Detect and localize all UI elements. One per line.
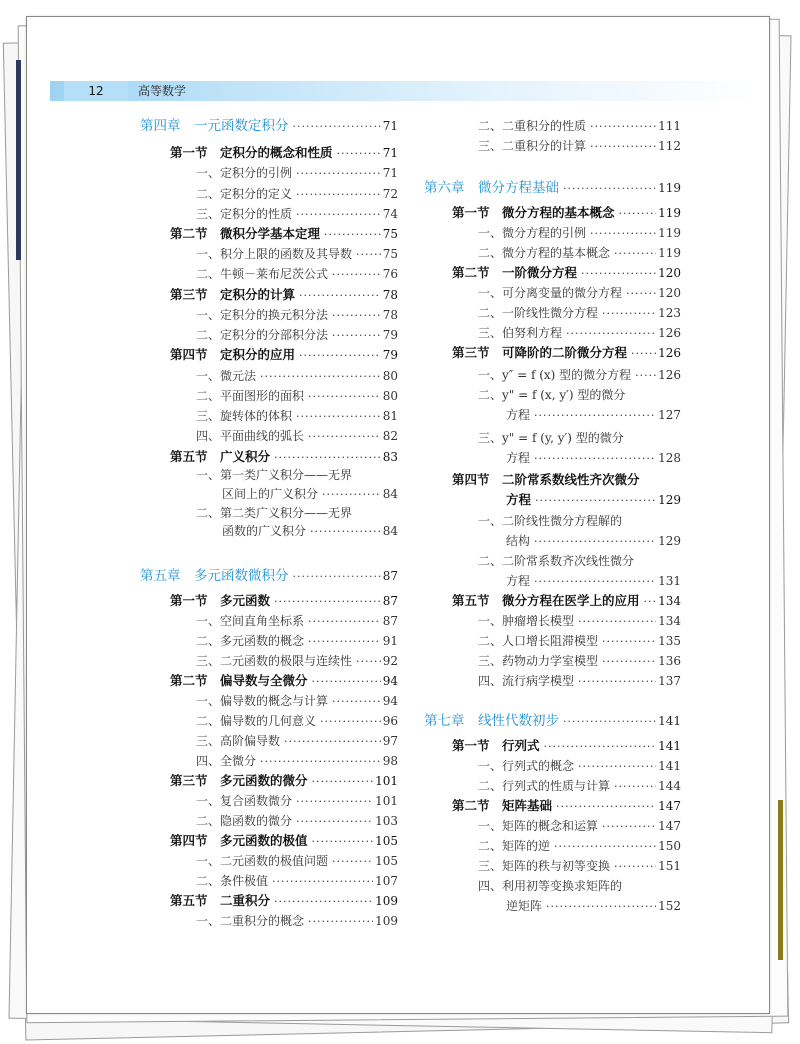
page-number: 12 [64, 81, 128, 101]
toc-entry-label: 二、行列式的性质与计算 [478, 779, 611, 793]
dot-leader [581, 264, 656, 284]
dot-leader [566, 324, 656, 344]
toc-page-number: 137 [658, 674, 681, 688]
toc-page-number: 78 [382, 308, 398, 322]
dot-leader [260, 752, 381, 772]
toc-item-entry [478, 856, 681, 877]
toc-entry-label: 方程 [506, 451, 531, 465]
toc-page-number: 96 [382, 714, 398, 728]
dot-leader [296, 792, 373, 812]
toc-item-entry [478, 651, 681, 672]
toc-section-title: 第四节 二阶常系数线性齐次微分 [452, 472, 640, 487]
toc-page-number: 147 [658, 819, 681, 833]
toc-entry-label: 三、二重积分的计算 [478, 139, 587, 153]
toc-page-number: 92 [382, 654, 398, 668]
toc-page-number: 91 [382, 634, 398, 648]
toc-entry-label: 二、多元函数的概念 [196, 634, 305, 648]
dot-leader [590, 137, 656, 157]
toc-page-number: 109 [375, 894, 398, 908]
toc-page-number: 127 [658, 408, 681, 422]
toc-item-entry [478, 671, 681, 692]
dot-leader [356, 245, 381, 265]
toc-page-number: 80 [382, 389, 398, 403]
toc-entry-label: 第三节 定积分的计算 [170, 287, 296, 302]
toc-chapter-entry [140, 566, 398, 587]
dot-leader [296, 407, 381, 427]
toc-item-entry [478, 243, 681, 264]
toc-page-number: 97 [382, 734, 398, 748]
dot-leader [534, 406, 656, 426]
toc-page-number: 105 [375, 854, 398, 868]
toc-entry-label: 方程 [506, 492, 532, 507]
toc-page-number: 80 [382, 369, 398, 383]
toc-page-number: 129 [658, 534, 681, 548]
toc-page-number: 119 [658, 226, 681, 240]
dot-leader [544, 737, 657, 757]
toc-item-entry [196, 871, 398, 892]
dot-leader [274, 892, 373, 912]
toc-page-number: 79 [382, 328, 398, 342]
toc-page-number: 76 [382, 267, 398, 281]
dot-leader [310, 522, 381, 542]
toc-page-number: 152 [658, 899, 681, 913]
toc-page-number: 134 [658, 614, 681, 628]
toc-entry-label: 第三节 可降阶的二阶微分方程 [452, 345, 628, 360]
toc-item-entry [506, 571, 681, 592]
dot-leader [631, 344, 656, 364]
toc-page-number: 151 [658, 859, 681, 873]
toc-entry-label: 二、条件极值 [196, 874, 269, 888]
toc-section-entry [170, 224, 398, 245]
toc-item-entry [478, 816, 681, 837]
dot-leader [332, 306, 381, 326]
toc-entry-label: 二、平面图形的面积 [196, 389, 305, 403]
toc-entry-label: 三、高阶偏导数 [196, 734, 281, 748]
toc-entry-label: 一、行列式的概念 [478, 759, 575, 773]
dot-leader [534, 572, 656, 592]
toc-page-number: 120 [658, 286, 681, 300]
dot-leader [337, 144, 381, 164]
dot-leader [308, 912, 373, 932]
toc-entry-label: 一、空间直角坐标系 [196, 614, 305, 628]
toc-page-number: 82 [382, 429, 398, 443]
dot-leader [534, 532, 656, 552]
toc-page-number: 136 [658, 654, 681, 668]
dot-leader [332, 852, 373, 872]
toc-entry-label: 方程 [506, 408, 531, 422]
dot-leader [308, 427, 381, 447]
dot-leader [284, 732, 381, 752]
toc-page-number: 109 [375, 914, 398, 928]
dot-leader [554, 837, 656, 857]
dot-leader [296, 812, 373, 832]
toc-entry-label: 一、复合函数微分 [196, 794, 293, 808]
dot-leader [260, 367, 381, 387]
toc-page-number: 81 [382, 409, 398, 423]
toc-page-number: 98 [382, 754, 398, 768]
toc-entry-label: 第四节 定积分的应用 [170, 347, 296, 362]
dot-leader [293, 567, 381, 587]
dot-leader [534, 449, 656, 469]
dot-leader [356, 652, 381, 672]
toc-chapter-entry [424, 711, 681, 732]
page-edge-mark [16, 60, 21, 260]
dot-leader [293, 117, 381, 137]
toc-page-number: 72 [382, 187, 398, 201]
toc-page-number: 103 [375, 814, 398, 828]
toc-page-number: 112 [658, 139, 681, 153]
dot-leader [535, 491, 656, 511]
dot-leader [312, 832, 374, 852]
toc-item-entry [478, 611, 681, 632]
toc-item-entry [478, 631, 681, 652]
toc-entry-label: 一、微元法 [196, 369, 257, 383]
toc-page-number: 144 [658, 779, 681, 793]
toc-entry-label: 二、牛顿－莱布尼茨公式 [196, 267, 329, 281]
toc-page-number: 147 [658, 799, 681, 813]
toc-item-entry [478, 365, 681, 386]
toc-page-number: 126 [658, 326, 681, 340]
dot-leader [299, 286, 381, 306]
toc-item-entry [196, 651, 398, 672]
toc-page-number: 119 [658, 206, 681, 220]
dot-leader [312, 672, 381, 692]
toc-page-number: 141 [658, 739, 681, 753]
toc-page-number: 119 [658, 181, 681, 195]
toc-item-entry [478, 303, 681, 324]
toc-item-entry [506, 448, 681, 469]
dot-leader [332, 265, 381, 285]
toc-entry-label: 一、y″ = f (x) 型的微分方程 [478, 368, 632, 382]
dot-leader [602, 304, 656, 324]
toc-page-number: 134 [658, 594, 681, 608]
dot-leader [578, 757, 656, 777]
toc-entry-title: 二、y" = f (x, y′) 型的微分 [478, 388, 626, 402]
toc-entry-title: 四、利用初等变换求矩阵的 [478, 879, 623, 893]
toc-page-number: 94 [382, 674, 398, 688]
toc-entry-label: 四、全微分 [196, 754, 257, 768]
toc-page-number: 94 [382, 694, 398, 708]
toc-section-entry [452, 263, 681, 284]
dot-leader [614, 857, 656, 877]
toc-page-number: 128 [658, 451, 681, 465]
toc-entry-label: 一、微分方程的引例 [478, 226, 587, 240]
toc-entry-title: 三、y" = f (y, y′) 型的微分 [478, 431, 624, 445]
toc-page-number: 141 [658, 759, 681, 773]
dot-leader [556, 797, 656, 817]
toc-page-number: 119 [658, 246, 681, 260]
dot-leader [272, 872, 373, 892]
toc-page-number: 135 [658, 634, 681, 648]
toc-section-entry [452, 343, 681, 364]
toc-entry-label: 四、流行病学模型 [478, 674, 575, 688]
dot-leader [635, 366, 656, 386]
toc-section-entry [170, 831, 398, 852]
toc-item-entry [196, 244, 398, 265]
toc-entry-label: 第一节 多元函数 [170, 593, 271, 608]
toc-entry-label: 一、二重积分的概念 [196, 914, 305, 928]
dot-leader [614, 244, 656, 264]
toc-item-entry [196, 163, 398, 184]
dot-leader [332, 326, 381, 346]
toc-item-entry [196, 711, 398, 732]
toc-section-entry [452, 796, 681, 817]
toc-entry-label: 第一节 微分方程的基本概念 [452, 205, 615, 220]
toc-entry-label: 三、药物动力学室模型 [478, 654, 599, 668]
toc-entry-label: 二、矩阵的逆 [478, 839, 551, 853]
toc-page-number: 87 [382, 569, 398, 583]
toc-item-entry [196, 264, 398, 285]
toc-section-entry [170, 891, 398, 912]
toc-page-number: 83 [382, 450, 398, 464]
toc-entry-label: 逆矩阵 [506, 899, 543, 913]
toc-page-number: 75 [382, 247, 398, 261]
toc-chapter-entry [424, 178, 681, 199]
toc-entry-label: 一、定积分的引例 [196, 166, 293, 180]
toc-item-entry [478, 136, 681, 157]
toc-item-entry [196, 184, 398, 205]
toc-page-number: 126 [658, 368, 681, 382]
toc-entry-title: 二、第二类广义积分——无界 [196, 506, 353, 520]
toc-entry-label: 第五节 二重积分 [170, 893, 271, 908]
toc-entry-label: 三、二元函数的极限与连续性 [196, 654, 353, 668]
toc-entry-label: 第七章 线性代数初步 [424, 713, 559, 729]
toc-entry-label: 区间上的广义积分 [222, 487, 319, 501]
toc-item-entry [478, 836, 681, 857]
dot-leader [296, 185, 381, 205]
toc-item-entry [196, 911, 398, 932]
toc-entry-label: 第五节 微分方程在医学上的应用 [452, 593, 640, 608]
toc-entry-label: 三、伯努利方程 [478, 326, 563, 340]
toc-entry-label: 第二节 一阶微分方程 [452, 265, 578, 280]
toc-entry-label: 三、矩阵的秩与初等变换 [478, 859, 611, 873]
toc-section-entry [170, 143, 398, 164]
toc-item-entry [196, 631, 398, 652]
toc-page-number: 78 [382, 288, 398, 302]
dot-leader [296, 164, 381, 184]
toc-entry-label: 四、平面曲线的弧长 [196, 429, 305, 443]
dot-leader [602, 652, 656, 672]
toc-page-number: 105 [375, 834, 398, 848]
dot-leader [644, 592, 657, 612]
toc-entry-label: 第三节 多元函数的微分 [170, 773, 308, 788]
dot-leader [602, 817, 656, 837]
dot-leader [578, 672, 656, 692]
toc-entry-label: 第五章 多元函数微积分 [140, 568, 289, 584]
dot-leader [324, 225, 381, 245]
dot-leader [626, 284, 656, 304]
toc-entry-label: 二、一阶线性微分方程 [478, 306, 599, 320]
toc-entry-label: 三、定积分的性质 [196, 207, 293, 221]
toc-entry-label: 第二节 微积分学基本定理 [170, 226, 321, 241]
toc-section-entry [170, 345, 398, 366]
toc-page-number: 75 [382, 227, 398, 241]
toc-item-entry [196, 204, 398, 225]
toc-item-entry [196, 366, 398, 387]
toc-entry-label: 三、旋转体的体积 [196, 409, 293, 423]
page-edge-mark [778, 800, 783, 960]
toc-page-number: 131 [658, 574, 681, 588]
toc-item-entry [196, 851, 398, 872]
toc-entry-label: 一、二元函数的极值问题 [196, 854, 329, 868]
dot-leader [590, 117, 656, 137]
toc-item-entry [196, 731, 398, 752]
toc-item-entry [196, 811, 398, 832]
dot-leader [299, 346, 381, 366]
toc-page-number: 101 [375, 794, 398, 808]
book-title: 高等数学 [138, 84, 187, 98]
toc-entry-label: 一、可分离变量的微分方程 [478, 286, 623, 300]
dot-leader [619, 204, 657, 224]
toc-page-number: 87 [382, 614, 398, 628]
toc-page-number: 74 [382, 207, 398, 221]
dot-leader [274, 592, 381, 612]
toc-entry-label: 二、定积分的定义 [196, 187, 293, 201]
toc-item-entry [506, 896, 681, 917]
dot-leader [578, 612, 656, 632]
toc-entry-label: 二、人口增长阻滞模型 [478, 634, 599, 648]
toc-page-number: 111 [658, 119, 681, 133]
toc-entry-label: 一、定积分的换元积分法 [196, 308, 329, 322]
toc-page-number: 123 [658, 306, 681, 320]
toc-entry-label: 第六章 微分方程基础 [424, 180, 559, 196]
toc-item-entry [478, 283, 681, 304]
toc-item-entry [478, 756, 681, 777]
toc-section-entry [170, 771, 398, 792]
toc-page-number: 84 [382, 524, 398, 538]
dot-leader [563, 179, 656, 199]
toc-entry-label: 第二节 矩阵基础 [452, 798, 553, 813]
toc-page-number: 126 [658, 346, 681, 360]
toc-entry-label: 二、定积分的分部积分法 [196, 328, 329, 342]
toc-chapter-entry [140, 116, 398, 137]
toc-entry-label: 结构 [506, 534, 531, 548]
toc-page-number: 87 [382, 594, 398, 608]
dot-leader [296, 205, 381, 225]
toc-entry-label: 第四章 一元函数定积分 [140, 118, 289, 134]
toc-entry-label: 第二节 偏导数与全微分 [170, 673, 308, 688]
toc-entry-label: 二、隐函数的微分 [196, 814, 293, 828]
toc-page-number: 71 [382, 146, 398, 160]
toc-page-number: 101 [375, 774, 398, 788]
toc-item-entry [196, 791, 398, 812]
toc-page-number: 129 [658, 493, 681, 507]
toc-entry-label: 第一节 定积分的概念和性质 [170, 145, 333, 160]
toc-section-entry [170, 671, 398, 692]
toc-item-entry [478, 776, 681, 797]
toc-item-entry [196, 305, 398, 326]
toc-item-entry [506, 531, 681, 552]
toc-section-entry [452, 203, 681, 224]
dot-leader [308, 612, 381, 632]
toc-entry-label: 二、二重积分的性质 [478, 119, 587, 133]
toc-section-entry [452, 736, 681, 757]
dot-leader [308, 632, 381, 652]
dot-leader [312, 772, 374, 792]
toc-page-number: 71 [382, 166, 398, 180]
toc-entry-label: 第一节 行列式 [452, 738, 540, 753]
dot-leader [546, 897, 656, 917]
toc-item-entry [196, 751, 398, 772]
toc-item-entry [196, 426, 398, 447]
toc-entry-title: 一、二阶线性微分方程解的 [478, 514, 623, 528]
dot-leader [320, 712, 381, 732]
toc-page-number: 107 [375, 874, 398, 888]
toc-page-number: 120 [658, 266, 681, 280]
toc-item-entry [506, 405, 681, 426]
toc-entry-label: 第五节 广义积分 [170, 449, 271, 464]
toc-item-entry [222, 484, 398, 505]
toc-item-entry [196, 691, 398, 712]
toc-section-entry [170, 591, 398, 612]
toc-entry-title: 一、第一类广义积分——无界 [196, 468, 353, 482]
toc-item-entry [478, 223, 681, 244]
toc-item-entry [478, 116, 681, 137]
dot-leader [590, 224, 656, 244]
dot-leader [563, 712, 656, 732]
toc-item-entry [196, 325, 398, 346]
toc-page-number: 79 [382, 348, 398, 362]
toc-entry-label: 一、矩阵的概念和运算 [478, 819, 599, 833]
toc-section-entry [452, 591, 681, 612]
toc-section-entry [506, 490, 681, 511]
dot-leader [332, 692, 381, 712]
toc-entry-title: 二、二阶常系数齐次线性微分 [478, 554, 635, 568]
toc-page-number: 150 [658, 839, 681, 853]
toc-page-number: 141 [658, 714, 681, 728]
toc-item-entry [222, 521, 398, 542]
toc-item-entry [196, 611, 398, 632]
toc-item-entry [196, 406, 398, 427]
toc-page-number: 71 [382, 119, 398, 133]
toc-entry-label: 二、微分方程的基本概念 [478, 246, 611, 260]
toc-entry-label: 一、积分上限的函数及其导数 [196, 247, 353, 261]
toc-entry-label: 二、偏导数的几何意义 [196, 714, 317, 728]
dot-leader [614, 777, 656, 797]
dot-leader [322, 485, 381, 505]
toc-entry-label: 一、肿瘤增长模型 [478, 614, 575, 628]
dot-leader [308, 387, 381, 407]
toc-entry-label: 一、偏导数的概念与计算 [196, 694, 329, 708]
toc-page-number: 84 [382, 487, 398, 501]
toc-entry-label: 方程 [506, 574, 531, 588]
toc-section-entry [170, 285, 398, 306]
toc-entry-label: 第四节 多元函数的极值 [170, 833, 308, 848]
toc-item-entry [196, 386, 398, 407]
toc-item-entry [478, 323, 681, 344]
toc-entry-label: 函数的广义积分 [222, 524, 307, 538]
dot-leader [602, 632, 656, 652]
